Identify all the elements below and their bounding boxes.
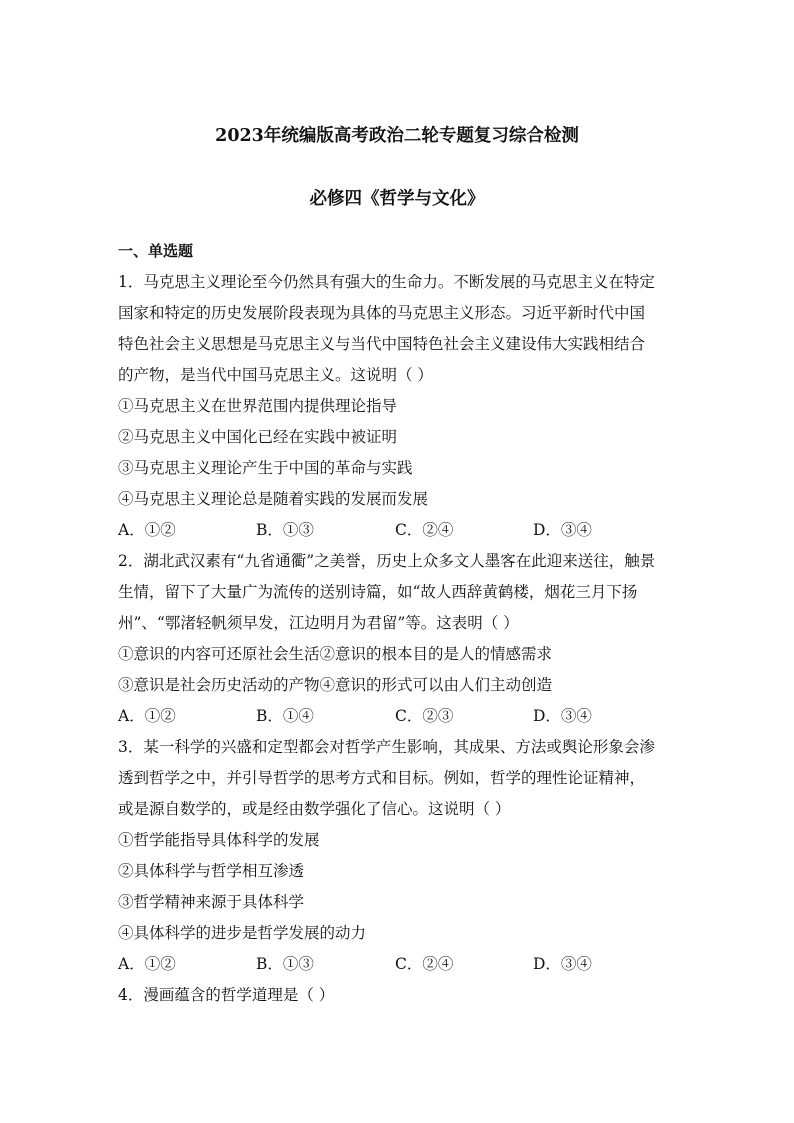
question-2	[118, 546, 678, 732]
question-text-line: 特色社会主义思想是马克思主义与当代中国特色社会主义建设伟大实践相结合	[118, 335, 646, 353]
option-a: A．①②	[118, 707, 176, 725]
option-c: C．②③	[395, 707, 454, 725]
document-title: 2023年统编版高考政治二轮专题复习综合检测	[215, 126, 579, 146]
answer-options	[118, 701, 678, 732]
option-b: B．①④	[256, 707, 314, 725]
option-a: A．①②	[118, 521, 176, 539]
section-heading: 一、单选题	[118, 242, 194, 260]
question-4	[118, 980, 678, 1011]
question-text-line: 透到哲学之中，并引导哲学的思考方式和目标。例如，哲学的理性论证精神，	[118, 769, 646, 787]
question-text-line: 国家和特定的历史发展阶段表现为具体的马克思主义形态。习近平新时代中国	[118, 304, 646, 322]
statement-line: ④具体科学的进步是哲学发展的动力	[118, 924, 367, 942]
statement-line: ①马克思主义在世界范围内提供理论指导	[118, 397, 398, 415]
option-c: C．②④	[395, 955, 454, 973]
statement-line: ③意识是社会历史活动的产物④意识的形式可以由人们主动创造	[118, 676, 553, 694]
option-b: B．①③	[256, 521, 314, 539]
statement-line: ②马克思主义中国化已经在实践中被证明	[118, 428, 398, 446]
question-text-line: 1．马克思主义理论至今仍然具有强大的生命力。不断发展的马克思主义在特定	[118, 273, 655, 291]
question-1	[118, 267, 678, 546]
option-d: D．③④	[533, 521, 592, 539]
option-d: D．③④	[533, 707, 592, 725]
question-text-line: 的产物，是当代中国马克思主义。这说明（ ）	[118, 366, 433, 384]
question-text-line: 或是源自数学的，或是经由数学强化了信心。这说明（ ）	[118, 800, 511, 818]
statement-line: ①哲学能指导具体科学的发展	[118, 831, 320, 849]
option-b: B．①③	[256, 955, 314, 973]
question-content	[118, 236, 678, 1011]
question-3	[118, 732, 678, 980]
answer-options	[118, 949, 678, 980]
question-text-line: 州”、“鄂渚轻帆须早发，江边明月为君留”等。这表明（ ）	[118, 614, 519, 632]
answer-options	[118, 515, 678, 546]
question-text-line: 生情，留下了大量广为流传的送别诗篇，如“故人西辞黄鹤楼，烟花三月下扬	[118, 583, 638, 601]
statement-line: ①意识的内容可还原社会生活②意识的根本目的是人的情感需求	[118, 645, 553, 663]
question-text-line: 3．某一科学的兴盛和定型都会对哲学产生影响，其成果、方法或舆论形象会渗	[118, 738, 655, 756]
statement-line: ④马克思主义理论总是随着实践的发展而发展	[118, 490, 429, 508]
statement-line: ③马克思主义理论产生于中国的革命与实践	[118, 459, 413, 477]
option-a: A．①②	[118, 955, 176, 973]
question-text-line: 2．湖北武汉素有“九省通衢”之美誉，历史上众多文人墨客在此迎来送往，触景	[118, 552, 656, 570]
option-c: C．②④	[395, 521, 454, 539]
document-subtitle: 必修四《哲学与文化》	[309, 189, 485, 209]
statement-line: ③哲学精神来源于具体科学	[118, 893, 305, 911]
question-text-line: 4．漫画蕴含的哲学道理是（ ）	[118, 986, 335, 1004]
statement-line: ②具体科学与哲学相互渗透	[118, 862, 305, 880]
option-d: D．③④	[533, 955, 592, 973]
